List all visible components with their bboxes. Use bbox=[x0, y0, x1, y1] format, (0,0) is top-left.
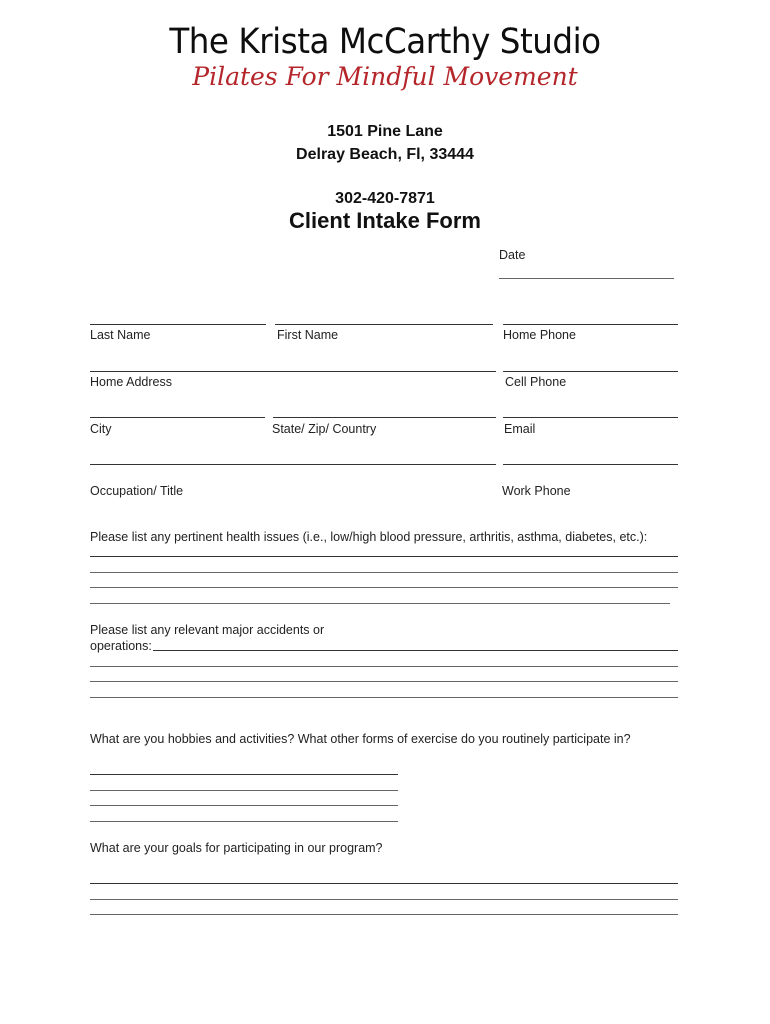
hobbies-line-1[interactable] bbox=[90, 774, 398, 775]
first-name-field[interactable] bbox=[275, 324, 493, 325]
city-label: City bbox=[90, 422, 112, 436]
email-field[interactable] bbox=[503, 417, 678, 418]
hobbies-line-2[interactable] bbox=[90, 790, 398, 791]
studio-name: The Krista McCarthy Studio bbox=[169, 22, 601, 62]
date-label: Date bbox=[499, 248, 526, 262]
cell-phone-label: Cell Phone bbox=[505, 375, 567, 389]
accidents-question-line-1: Please list any relevant major accidents or bbox=[90, 623, 325, 637]
email-label: Email bbox=[504, 422, 536, 436]
accidents-question-line-2: operations: bbox=[90, 639, 152, 653]
health-issues-line-1[interactable] bbox=[90, 556, 678, 557]
form-title: Client Intake Form bbox=[289, 208, 481, 233]
health-issues-line-2[interactable] bbox=[90, 572, 678, 573]
home-address-label: Home Address bbox=[90, 375, 172, 389]
studio-phone: 302-420-7871 bbox=[335, 190, 435, 207]
health-issues-line-3[interactable] bbox=[90, 587, 678, 588]
accidents-line-4[interactable] bbox=[90, 697, 678, 698]
occupation-label: Occupation/ Title bbox=[90, 484, 184, 498]
health-issues-line-4[interactable] bbox=[90, 603, 670, 604]
goals-question: What are your goals for participating in our program? bbox=[90, 841, 383, 855]
last-name-label: Last Name bbox=[90, 328, 151, 342]
goals-line-2[interactable] bbox=[90, 899, 678, 900]
state-zip-country-label: State/ Zip/ Country bbox=[272, 422, 377, 436]
goals-line-1[interactable] bbox=[90, 883, 678, 884]
accidents-line-2[interactable] bbox=[90, 666, 678, 667]
accidents-line-1[interactable] bbox=[153, 650, 678, 651]
address-line-2: Delray Beach, Fl, 33444 bbox=[296, 146, 474, 163]
hobbies-line-3[interactable] bbox=[90, 805, 398, 806]
occupation-field[interactable] bbox=[90, 464, 496, 465]
hobbies-question: What are you hobbies and activities? What other forms of exercise do you routinely participate in? bbox=[90, 732, 631, 746]
work-phone-label: Work Phone bbox=[502, 484, 571, 498]
home-phone-label: Home Phone bbox=[503, 328, 576, 342]
goals-line-3[interactable] bbox=[90, 914, 678, 915]
first-name-label: First Name bbox=[277, 328, 339, 342]
studio-tagline: Pilates For Mindful Movement bbox=[192, 62, 578, 91]
last-name-field[interactable] bbox=[90, 324, 266, 325]
home-phone-field[interactable] bbox=[503, 324, 678, 325]
accidents-line-3[interactable] bbox=[90, 681, 678, 682]
hobbies-line-4[interactable] bbox=[90, 821, 398, 822]
home-address-field[interactable] bbox=[90, 371, 496, 372]
health-issues-question: Please list any pertinent health issues (i.e., low/high blood pressure, arthritis, asthma, diabetes, etc.): bbox=[90, 530, 648, 544]
city-field[interactable] bbox=[90, 417, 265, 418]
date-field[interactable] bbox=[499, 278, 674, 279]
work-phone-field[interactable] bbox=[503, 464, 678, 465]
cell-phone-field[interactable] bbox=[503, 371, 678, 372]
address-line-1: 1501 Pine Lane bbox=[327, 123, 443, 140]
state-zip-country-field[interactable] bbox=[273, 417, 496, 418]
